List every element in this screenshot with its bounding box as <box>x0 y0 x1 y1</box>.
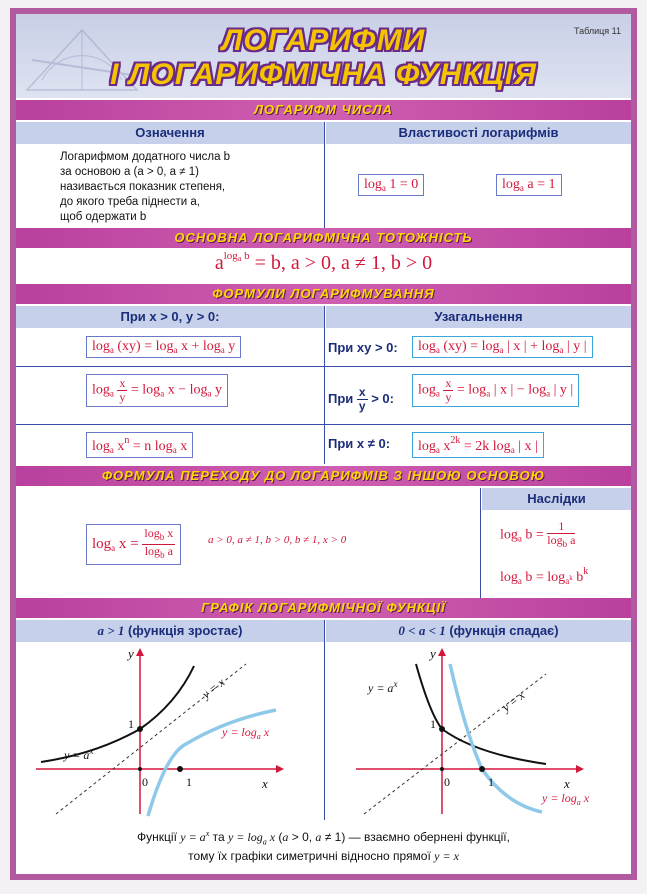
divider <box>324 306 325 464</box>
header-properties: Властивості логарифмів <box>326 122 631 144</box>
origin-label: 0 <box>142 775 148 789</box>
band-logarithm-of-number: ЛОГАРИФМ ЧИСЛА <box>16 100 631 120</box>
footer-line-2: тому їх графіки симетричні відносно прямої y = x <box>188 849 459 864</box>
log-label: $y = \log_a x$ <box>542 791 590 807</box>
main-identity-formula: $a^{loga b} = b$, a > 0, a ≠ 1, b > 0 <box>214 250 433 274</box>
change-of-base-conditions: a > 0, a ≠ 1, b > 0, b ≠ 1, x > 0 <box>208 534 347 546</box>
formula-product-general: $\log_a (xy) = \log_a$ | x | + $\log_a$ | y | <box>412 336 593 358</box>
origin-label: 0 <box>444 775 450 789</box>
header-definition: Означення <box>16 122 324 144</box>
exp-label: $y = a^x$ <box>368 679 398 695</box>
header-generalization: Узагальнення <box>326 306 631 328</box>
y-axis-arrow-icon <box>438 648 446 656</box>
origin-point <box>138 767 142 771</box>
y-one-label: 1 <box>430 717 436 731</box>
definition-line: Логарифмом додатного числа b <box>60 151 231 163</box>
footer-line-1: Функції $y = a^x$ та $y = \log_a x$ (a > 0, a ≠ 1) — взаємно обернені функції, <box>137 829 510 847</box>
x-axis-arrow-icon <box>576 765 584 773</box>
line-label: y = x <box>499 688 528 715</box>
divider <box>324 122 325 232</box>
table-label: Таблиця 11 <box>574 26 621 36</box>
y-axis-label: y <box>128 646 134 661</box>
y-one-label: 1 <box>128 717 134 731</box>
band-change-of-base: ФОРМУЛА ПЕРЕХОДУ ДО ЛОГАРИФМІВ З ІНШОЮ ОСНОВОЮ <box>16 466 631 486</box>
divider <box>16 366 631 367</box>
condition-x-nonzero: При x ≠ 0: <box>328 436 391 451</box>
definition-text <box>60 150 310 225</box>
exp-label: $y = a^x$ <box>64 746 94 762</box>
point-0-1 <box>137 726 143 732</box>
band-main-identity: ОСНОВНА ЛОГАРИФМІЧНА ТОТОЖНІСТЬ <box>16 228 631 248</box>
point-1-0 <box>479 766 485 772</box>
log-curve <box>148 710 276 816</box>
definition-line: за основою a (a > 0, a ≠ 1) <box>60 166 199 178</box>
condition-quotient-positive: При $\frac{x}{y}$ > 0: <box>328 385 394 413</box>
log-label: $y = \log_a x$ <box>222 725 270 741</box>
exp-curve <box>416 664 546 764</box>
title-line-2: І ЛОГАРИФМІЧНА ФУНКЦІЯ <box>110 58 537 91</box>
header-increasing: a > 1 (функція зростає) <box>16 620 324 642</box>
x-axis-label: x <box>564 776 570 791</box>
band-logarithm-formulas: ФОРМУЛИ ЛОГАРИФМУВАННЯ <box>16 284 631 304</box>
definition-line: щоб одержати b <box>60 211 147 223</box>
title-line-1: ЛОГАРИФМИ <box>221 24 426 57</box>
y-axis-arrow-icon <box>136 648 144 656</box>
divider <box>16 424 631 425</box>
graph-decreasing <box>346 644 626 824</box>
consequence-reciprocal: $\log_a b$ = $\frac{1}{\log_b a}$ <box>500 519 576 549</box>
y-axis-label: y <box>430 646 436 661</box>
graph-increasing <box>36 644 316 824</box>
point-1-0 <box>177 766 183 772</box>
formula-change-of-base: $\log_a x$ = $\frac{\log_b x}{\log_b a}$ <box>86 524 181 565</box>
x-one-label: 1 <box>488 775 494 789</box>
footer-note <box>16 826 631 864</box>
poster <box>10 8 637 880</box>
formula-quotient: $\log_a$ $\frac{x}{y}$ = $\log_a x - \log_a y$ <box>86 374 228 407</box>
header-decreasing: 0 < a < 1 (функція спадає) <box>326 620 631 642</box>
divider <box>324 620 325 820</box>
origin-point <box>440 767 444 771</box>
header <box>16 14 631 98</box>
property-log-base: $\log_a a = 1$ <box>496 174 562 196</box>
divider <box>480 488 481 598</box>
x-axis-arrow-icon <box>276 765 284 773</box>
consequence-power-base: $\log_a b = \log_{a^k} b^k$ <box>500 566 589 586</box>
header-positive-conditions: При x > 0, y > 0: <box>16 306 324 328</box>
property-log-one: $\log_a 1 = 0$ <box>358 174 424 196</box>
band-log-function-graph: ГРАФІК ЛОГАРИФМІЧНОЇ ФУНКЦІЇ <box>16 598 631 618</box>
definition-line: до якого треба піднести a, <box>60 196 200 208</box>
point-0-1 <box>439 726 445 732</box>
x-one-label: 1 <box>186 775 192 789</box>
line-label: y = x <box>199 675 228 702</box>
formula-power: $\log_a x^n = n$ $\log_a x$ <box>86 432 193 458</box>
condition-xy-positive: При xy > 0: <box>328 340 398 355</box>
header-consequences: Наслідки <box>482 488 631 510</box>
definition-line: називається показник степеня, <box>60 181 226 193</box>
formula-product: $\log_a (xy) = \log_a x + \log_a y$ <box>86 336 241 358</box>
formula-quotient-general: $\log_a$ $\frac{x}{y}$ = $\log_a$ | x | − $\log_a$ | y | <box>412 374 579 407</box>
formula-power-general: $\log_a x^{2k} = 2k$ $\log_a$ | x | <box>412 432 544 458</box>
x-axis-label: x <box>262 776 268 791</box>
log-curve <box>450 664 542 812</box>
